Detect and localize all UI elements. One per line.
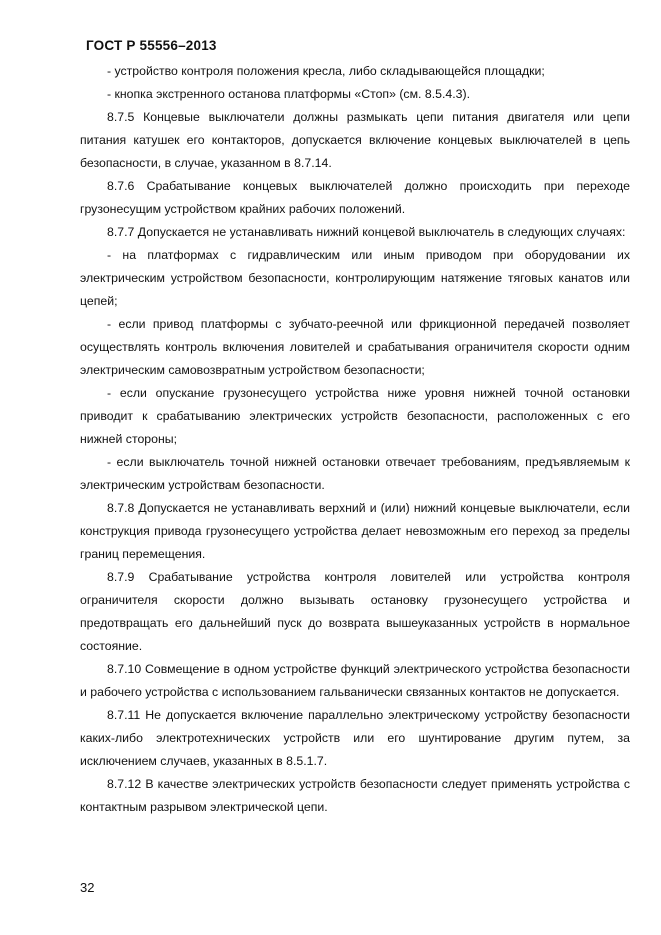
- list-item-rack-pinion: - если привод платформы с зубчато-реечной или фрикционной передачей позволяет осуществлять контроль включения ловителей и срабатывания ограничителя скорости одним электрическим самовозвратным устройством безопасности;: [80, 317, 630, 377]
- clause-8-7-12: 8.7.12 В качестве электрических устройств безопасности следует применять устройства с контактным разрывом электрической цепи.: [80, 777, 630, 814]
- list-item-hydraulic: - на платформах с гидравлическим или иным приводом при оборудовании их электрическим устройством безопасности, контролирующим натяжение тяговых канатов или цепей;: [80, 248, 630, 308]
- clause-8-7-10: 8.7.10 Совмещение в одном устройстве функций электрического устройства безопасности и рабочего устройства с использованием гальванически связанных контактов не допускается.: [80, 662, 630, 699]
- clause-8-7-7: 8.7.7 Допускается не устанавливать нижний концевой выключатель в следующих случаях:: [107, 225, 626, 239]
- document-body: [80, 60, 630, 819]
- list-item-lowering: - если опускание грузонесущего устройства ниже уровня нижней точной остановки приводит к срабатыванию электрических устройств безопасности, расположенных с его нижней стороны;: [80, 386, 630, 446]
- clause-8-7-5: 8.7.5 Концевые выключатели должны размыкать цепи питания двигателя или цепи питания катушек его контакторов, допускается включение концевых выключателей в цепь безопасности, в случае, указанном в 8.7.14.: [80, 110, 630, 170]
- list-item-bottom-switch: - если выключатель точной нижней остановки отвечает требованиям, предъявляемым к электрическим устройствам безопасности.: [80, 455, 630, 492]
- list-item-stop-button: - кнопка экстренного останова платформы «Стоп» (см. 8.5.4.3).: [107, 87, 470, 101]
- clause-8-7-11: 8.7.11 Не допускается включение параллельно электрическому устройству безопасности каких-либо электротехнических устройств или его шунтирование другим путем, за исключением случаев, указанных в 8.5.1.7.: [80, 708, 630, 768]
- document-header: ГОСТ Р 55556–2013: [86, 38, 217, 53]
- clause-8-7-9: 8.7.9 Срабатывание устройства контроля ловителей или устройства контроля ограничителя скорости должно вызывать остановку грузонесущего устройства и предотвращать его дальнейший пуск до возврата вышеуказанных устройств в нормальное состояние.: [80, 570, 630, 653]
- clause-8-7-8: 8.7.8 Допускается не устанавливать верхний и (или) нижний концевые выключатели, если конструкция привода грузонесущего устройства делает невозможным его переход за пределы границ перемещения.: [80, 501, 630, 561]
- clause-8-7-6: 8.7.6 Срабатывание концевых выключателей должно происходить при переходе грузонесущим устройством крайних рабочих положений.: [80, 179, 630, 216]
- page-number: 32: [80, 880, 95, 895]
- list-item-seat-control: - устройство контроля положения кресла, либо складывающейся площадки;: [107, 64, 545, 78]
